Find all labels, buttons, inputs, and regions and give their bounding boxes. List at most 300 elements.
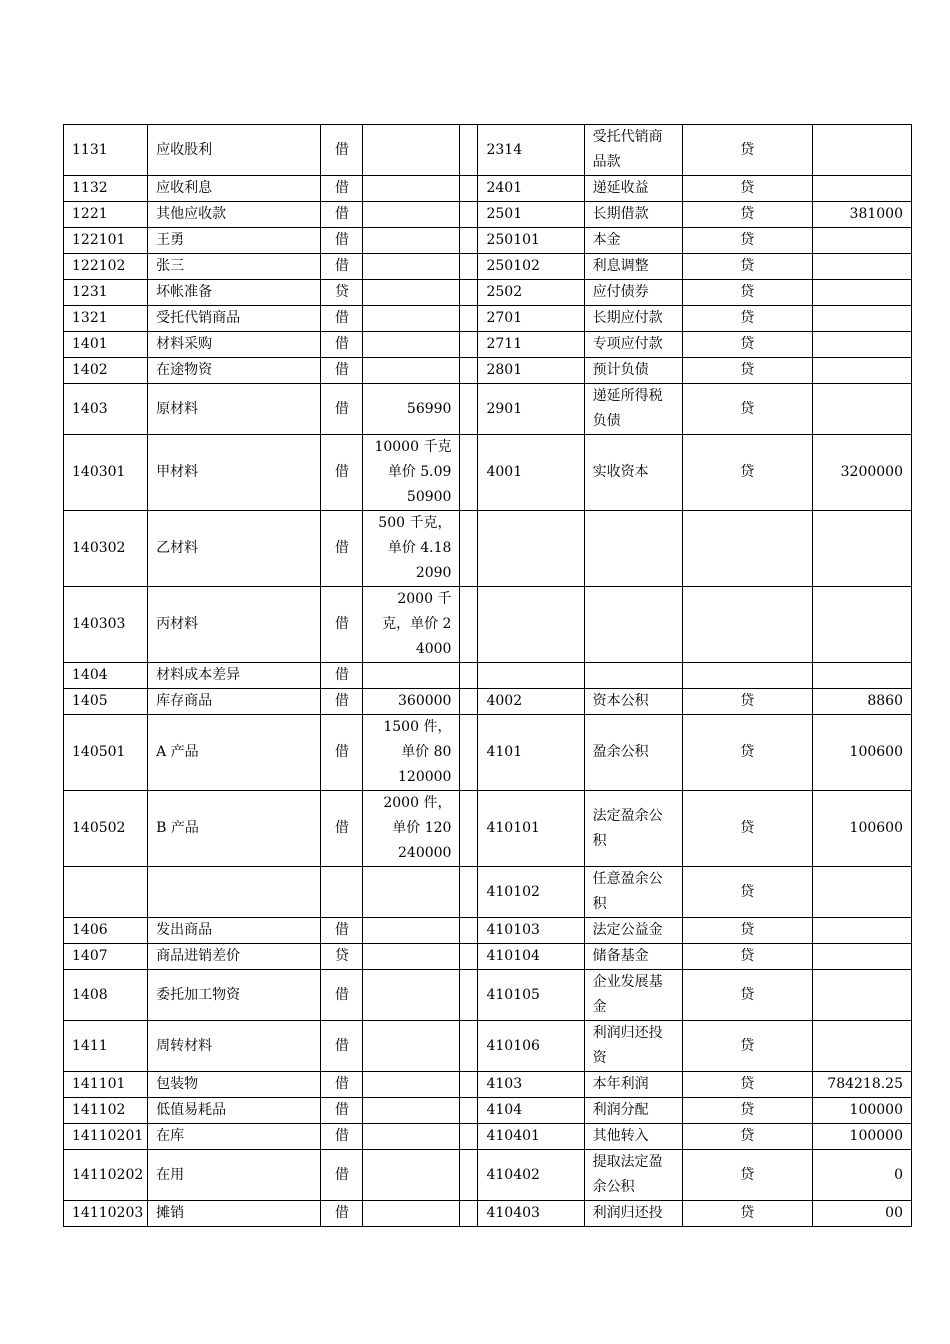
left-balance [363,280,460,306]
right-account-name-line: 负债 [592,413,621,429]
left-direction: 借 [321,332,363,358]
right-balance [812,944,911,970]
left-account-name [148,1021,321,1072]
left-direction: 借 [321,358,363,384]
left-balance [363,228,460,254]
right-account-code: 4002 [478,689,584,715]
left-account-name [148,176,321,202]
right-account-name [584,587,682,663]
left-balance-line: 240000 [398,845,452,861]
right-direction: 贷 [682,228,812,254]
column-separator [460,1150,478,1201]
left-balance-line: 1500 件， [383,719,452,735]
table-row [64,1150,912,1201]
table-row [64,1124,912,1150]
left-account-code: 140303 [64,587,148,663]
right-balance: 8860 [812,689,911,715]
table-row [64,280,912,306]
left-direction: 借 [321,663,363,689]
left-balance [363,1021,460,1072]
right-account-name-line: 其他转入 [592,1128,649,1144]
right-account-name [584,384,682,435]
right-account-code: 410103 [478,918,584,944]
table-row [64,867,912,918]
right-account-code [478,511,584,587]
left-direction: 借 [321,791,363,867]
left-balance [363,1072,460,1098]
left-balance [363,663,460,689]
right-balance [812,970,911,1021]
left-direction: 借 [321,254,363,280]
right-direction [682,587,812,663]
right-account-name [584,918,682,944]
table-row [64,1098,912,1124]
left-account-code: 141101 [64,1072,148,1098]
table-row [64,689,912,715]
left-account-name [148,332,321,358]
right-account-name [584,332,682,358]
right-account-name [584,1021,682,1072]
right-direction: 贷 [682,125,812,176]
right-direction: 贷 [682,1150,812,1201]
right-account-name [584,1072,682,1098]
right-direction: 贷 [682,918,812,944]
left-account-name-line: 材料成本差异 [156,667,241,683]
right-account-name [584,176,682,202]
left-account-name [148,663,321,689]
column-separator [460,587,478,663]
right-account-code: 410106 [478,1021,584,1072]
right-account-name [584,1124,682,1150]
left-direction: 借 [321,587,363,663]
left-account-name-line: 应收利息 [156,180,213,196]
right-direction: 贷 [682,1072,812,1098]
right-account-name [584,970,682,1021]
right-account-name [584,715,682,791]
column-separator [460,280,478,306]
left-balance-line: 10000 千克 [374,439,452,455]
left-account-code: 1231 [64,280,148,306]
column-separator [460,202,478,228]
left-balance-line: 单价 5.09 [387,464,452,480]
left-account-code: 1407 [64,944,148,970]
column-separator [460,1072,478,1098]
right-account-code: 2401 [478,176,584,202]
right-balance [812,228,911,254]
left-balance [363,715,460,791]
right-balance: 0 [812,1150,911,1201]
right-account-name-line: 应付债券 [592,284,649,300]
right-account-name-line: 长期借款 [592,206,649,222]
right-balance: 100600 [812,791,911,867]
right-direction: 贷 [682,715,812,791]
right-account-name-line: 积 [592,832,607,849]
left-direction: 借 [321,1201,363,1227]
left-account-name [148,1124,321,1150]
column-separator [460,384,478,435]
left-account-code: 140301 [64,435,148,511]
left-account-code: 1404 [64,663,148,689]
left-account-code: 1131 [64,125,148,176]
table-row [64,435,912,511]
right-account-name-line: 预计负债 [592,362,649,378]
right-account-name [584,511,682,587]
table-row [64,970,912,1021]
left-balance [363,254,460,280]
left-direction: 贷 [321,280,363,306]
right-account-code: 250102 [478,254,584,280]
right-account-name [584,689,682,715]
left-account-name [148,125,321,176]
left-balance [363,332,460,358]
left-balance [363,511,460,587]
right-direction: 贷 [682,867,812,918]
table-row [64,306,912,332]
right-account-name-line: 法定公益金 [592,922,663,938]
left-account-code: 122102 [64,254,148,280]
right-balance: 100000 [812,1124,911,1150]
left-account-name-line: 甲材料 [156,464,199,480]
right-balance [812,587,911,663]
left-direction: 借 [321,125,363,176]
left-account-name-line: 发出商品 [156,922,213,938]
left-account-code: 1221 [64,202,148,228]
right-balance [812,332,911,358]
left-direction: 借 [321,1072,363,1098]
left-balance [363,918,460,944]
table-row [64,1072,912,1098]
right-account-code: 410104 [478,944,584,970]
table-row [64,228,912,254]
column-separator [460,176,478,202]
left-balance-line: 50900 [406,489,452,505]
table-row [64,254,912,280]
left-account-name-line: 包装物 [156,1076,199,1092]
left-account-name [148,280,321,306]
right-account-code: 4101 [478,715,584,791]
right-account-name [584,791,682,867]
right-balance: 3200000 [812,435,911,511]
right-balance: 381000 [812,202,911,228]
table-row [64,176,912,202]
left-direction: 借 [321,202,363,228]
left-balance [363,358,460,384]
right-direction: 贷 [682,1021,812,1072]
left-balance [363,1124,460,1150]
left-balance [363,1150,460,1201]
left-account-name [148,715,321,791]
column-separator [460,663,478,689]
right-account-name-line: 金 [592,999,607,1015]
left-account-name [148,384,321,435]
left-balance-line: 单价 120 [392,820,452,836]
left-direction: 借 [321,970,363,1021]
right-direction: 贷 [682,1201,812,1227]
right-account-code: 2502 [478,280,584,306]
left-account-name-line: 丙材料 [156,616,199,632]
table-row [64,332,912,358]
right-direction [682,511,812,587]
right-account-name [584,254,682,280]
right-account-code: 2801 [478,358,584,384]
right-balance [812,867,911,918]
right-balance [812,280,911,306]
right-account-name-line: 盈余公积 [592,744,649,760]
left-balance-line: 单价 80 [401,744,452,760]
left-account-name-line: 受托代销商品 [156,310,241,326]
left-account-code: 14110201 [64,1124,148,1150]
left-account-code: 141102 [64,1098,148,1124]
right-balance [812,1021,911,1072]
column-separator [460,306,478,332]
left-account-code: 1405 [64,689,148,715]
right-account-name-line: 余公积 [592,1179,635,1195]
right-account-code: 410403 [478,1201,584,1227]
right-account-name [584,280,682,306]
left-balance [363,306,460,332]
column-separator [460,511,478,587]
left-account-name-line: 低值易耗品 [156,1102,227,1118]
right-account-name-line: 品款 [592,154,621,170]
right-direction: 贷 [682,1098,812,1124]
left-account-name-line: 坏帐准备 [156,284,213,300]
right-direction: 贷 [682,1124,812,1150]
left-account-name-line: 原材料 [156,400,199,417]
table-row [64,384,912,435]
left-account-name [148,358,321,384]
right-account-name-line: 递延所得税 [592,388,663,404]
left-account-name [148,918,321,944]
right-account-name-line: 利润分配 [592,1102,649,1118]
right-account-name-line: 资 [592,1050,607,1066]
right-account-name [584,306,682,332]
left-balance [363,867,460,918]
right-account-name-line: 资本公积 [592,693,649,709]
left-account-code: 1401 [64,332,148,358]
left-account-code: 1402 [64,358,148,384]
left-balance-line: 360000 [398,693,452,709]
left-account-name [148,254,321,280]
right-account-name [584,1150,682,1201]
left-account-name [148,511,321,587]
right-balance [812,306,911,332]
right-account-name-line: 企业发展基 [592,974,663,990]
column-separator [460,715,478,791]
right-balance [812,125,911,176]
left-account-name-line: 乙材料 [156,540,199,556]
left-balance-line: 单价 4.18 [387,540,452,556]
left-account-code [64,867,148,918]
left-direction: 借 [321,228,363,254]
column-separator [460,1201,478,1227]
right-account-code: 410105 [478,970,584,1021]
left-balance-line: 2090 [415,565,452,581]
account-balance-table [63,124,912,1227]
right-balance [812,176,911,202]
right-account-name-line: 长期应付款 [592,310,663,326]
left-balance [363,125,460,176]
table-row [64,944,912,970]
left-account-name-line: 其他应收款 [156,206,227,222]
right-balance [812,254,911,280]
right-account-code: 410402 [478,1150,584,1201]
table-row [64,663,912,689]
column-separator [460,970,478,1021]
right-balance [812,511,911,587]
right-account-code [478,587,584,663]
left-account-name-line: 在库 [156,1128,185,1144]
left-direction: 借 [321,384,363,435]
left-account-name-line: B 产品 [156,820,199,836]
left-account-code: 1411 [64,1021,148,1072]
table-row [64,511,912,587]
left-direction: 借 [321,435,363,511]
right-account-code: 2701 [478,306,584,332]
right-account-name-line: 提取法定盈 [592,1154,663,1170]
left-account-name [148,228,321,254]
left-direction: 贷 [321,944,363,970]
left-account-name-line: 张三 [156,258,185,274]
right-account-code: 2314 [478,125,584,176]
right-account-name [584,1201,682,1227]
left-account-code: 14110202 [64,1150,148,1201]
left-account-name-line: 摊销 [156,1205,185,1221]
right-direction: 贷 [682,176,812,202]
right-account-code: 2711 [478,332,584,358]
column-separator [460,1098,478,1124]
right-account-name-line: 储备基金 [592,948,649,964]
table-row [64,587,912,663]
table-row [64,1201,912,1227]
left-account-name [148,306,321,332]
left-direction: 借 [321,306,363,332]
left-account-code: 14110203 [64,1201,148,1227]
left-direction: 借 [321,689,363,715]
column-separator [460,1124,478,1150]
right-account-name [584,944,682,970]
left-account-name [148,944,321,970]
table-row [64,125,912,176]
left-balance [363,176,460,202]
left-account-code: 1321 [64,306,148,332]
left-account-name-line: 库存商品 [156,693,213,709]
left-balance-line: 2000 件， [383,795,452,811]
right-account-name [584,435,682,511]
left-account-code: 140502 [64,791,148,867]
left-direction: 借 [321,715,363,791]
column-separator [460,254,478,280]
left-account-name [148,1201,321,1227]
left-balance-line: 2000 千 [397,591,452,607]
right-account-code: 410401 [478,1124,584,1150]
left-account-name [148,435,321,511]
left-balance [363,1098,460,1124]
right-balance: 100000 [812,1098,911,1124]
left-account-name [148,1150,321,1201]
right-direction: 贷 [682,306,812,332]
right-account-name-line: 受托代销商 [592,129,663,145]
right-account-name-line: 递延收益 [592,180,649,196]
right-direction [682,663,812,689]
right-account-name-line: 利润归还投 [592,1025,663,1041]
left-direction: 借 [321,918,363,944]
left-account-code: 1408 [64,970,148,1021]
right-direction: 贷 [682,202,812,228]
right-account-name-line: 实收资本 [592,464,649,480]
table-row [64,918,912,944]
left-account-name [148,867,321,918]
right-account-code: 410102 [478,867,584,918]
table-row [64,202,912,228]
left-balance [363,202,460,228]
right-account-name-line: 任意盈余公 [592,871,663,887]
left-account-name-line: 商品进销差价 [156,948,241,964]
left-account-name [148,202,321,228]
left-balance [363,791,460,867]
left-account-name-line: 王勇 [156,232,185,248]
right-account-name-line: 利息调整 [592,258,649,274]
left-direction: 借 [321,176,363,202]
right-account-code [478,663,584,689]
right-account-name [584,228,682,254]
left-account-code: 1406 [64,918,148,944]
right-balance [812,358,911,384]
left-balance [363,689,460,715]
column-separator [460,228,478,254]
column-separator [460,358,478,384]
left-account-name-line: 周转材料 [156,1037,213,1054]
left-direction: 借 [321,511,363,587]
right-account-name-line: 法定盈余公 [592,807,663,824]
left-account-name-line: 委托加工物资 [156,986,241,1003]
left-account-name-line: 应收股利 [156,141,213,158]
left-account-name-line: 在途物资 [156,362,213,378]
right-direction: 贷 [682,689,812,715]
right-balance [812,384,911,435]
right-account-name [584,663,682,689]
right-account-code: 4001 [478,435,584,511]
right-account-code: 4103 [478,1072,584,1098]
left-account-name [148,689,321,715]
right-account-name-line: 利润归还投 [592,1205,663,1221]
table-body [64,125,912,1227]
column-separator [460,1021,478,1072]
left-account-name [148,970,321,1021]
right-direction: 贷 [682,332,812,358]
left-account-code: 140501 [64,715,148,791]
right-account-name [584,125,682,176]
left-account-name [148,791,321,867]
right-balance [812,663,911,689]
left-balance [363,970,460,1021]
right-direction: 贷 [682,280,812,306]
right-direction: 贷 [682,254,812,280]
left-account-code: 1132 [64,176,148,202]
column-separator [460,944,478,970]
left-account-name [148,587,321,663]
right-account-code: 2501 [478,202,584,228]
right-direction: 贷 [682,944,812,970]
table-row [64,715,912,791]
right-account-name-line: 积 [592,896,607,912]
column-separator [460,689,478,715]
left-account-code: 140302 [64,511,148,587]
left-account-code: 122101 [64,228,148,254]
right-account-code: 410101 [478,791,584,867]
column-separator [460,918,478,944]
right-account-name [584,867,682,918]
column-separator [460,867,478,918]
